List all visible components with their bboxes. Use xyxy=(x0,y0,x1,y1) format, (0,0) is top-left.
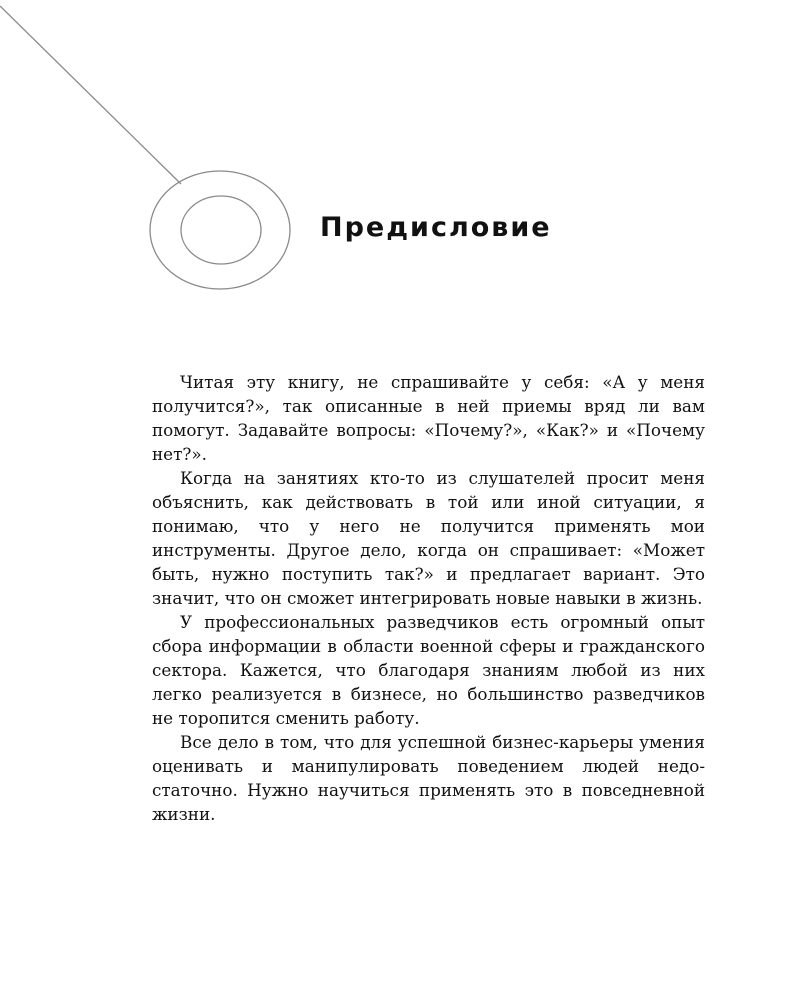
ornament-inner-circle xyxy=(181,196,261,264)
chapter-title: Предисловие xyxy=(320,212,552,243)
ornament-outer-circle xyxy=(150,171,290,289)
paragraph: Читая эту книгу, не спрашивайте у себя: «А у меня получится?», так описанные в ней приемы вряд ли вам помогут. Задавайте вопросы: «Почему?», «Как?» и «Почему нет?». xyxy=(152,372,705,464)
chapter-text xyxy=(152,370,705,826)
paragraph: Когда на занятиях кто-то из слушателей просит меня объяснить, как действовать в той или иной ситуации, я понимаю, что у него не получится применять мои инструменты. Другое дело, когда он спрашивает: «Может быть, нужно поступить так?» и предлагает вариант. Это значит, что он сможет интегрировать новые навыки в жизнь. xyxy=(152,468,705,608)
ornament-diagonal-line xyxy=(0,6,181,184)
paragraph: У профессиональных разведчиков есть огромный опыт сбора информации в области военной сферы и гражданского сектора. Кажется, что благодаря знаниям любой из них легко реализуется в бизнесе, но большинство разведчиков не торопится сменить работу. xyxy=(152,612,705,728)
paragraph: Все дело в том, что для успешной бизнес-карьеры умения оценивать и манипулировать поведением людей недостаточно. Нужно научиться применять это в повседневной жизни. xyxy=(152,732,705,824)
